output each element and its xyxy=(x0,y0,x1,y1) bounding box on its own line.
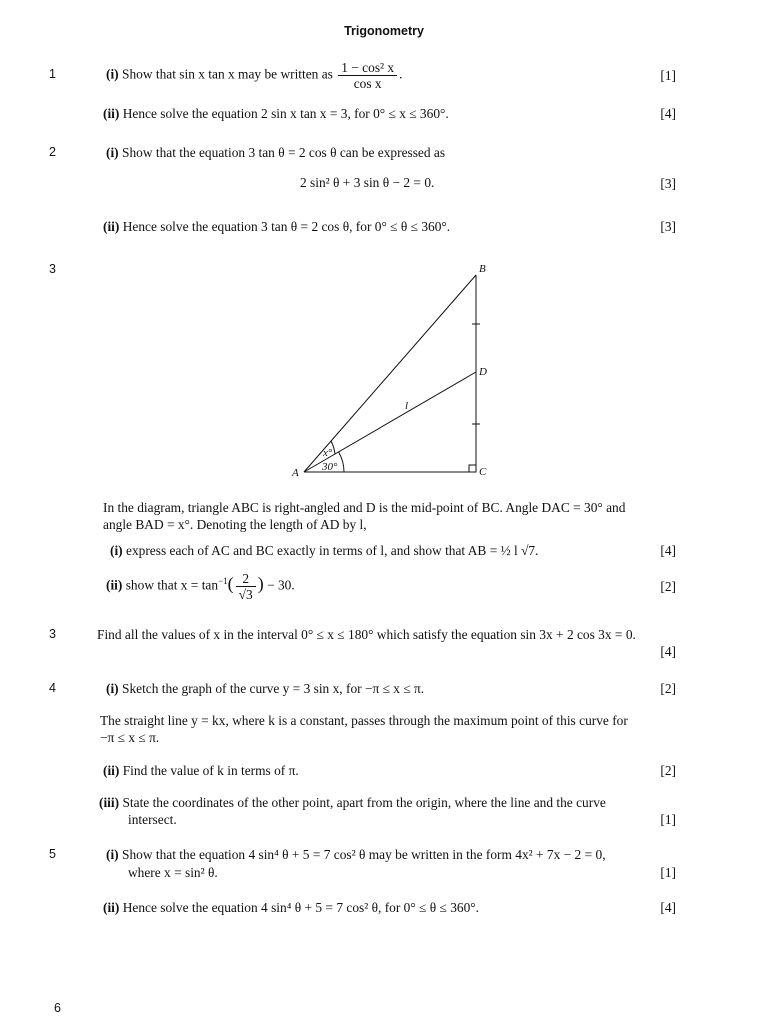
question-number: 1 xyxy=(49,67,56,81)
q3-part-ii: (ii) show that $x = \tan^{-1}$( $\frac{2}{√3}$ ) − 30. xyxy=(106,571,295,602)
part-label: (ii) xyxy=(103,219,120,234)
label-x: x° xyxy=(323,447,333,459)
q4-iii-text-line2: intersect. xyxy=(128,812,177,827)
fraction-numerator: 1 − cos² x xyxy=(338,60,397,76)
q4-ii-mark: [2] xyxy=(660,763,676,778)
q1-ii-mark: [4] xyxy=(660,106,676,121)
part-label: (i) xyxy=(106,66,119,82)
part-label: (i) xyxy=(106,847,119,862)
angle-arc-30 xyxy=(339,452,344,472)
question-number: 3 xyxy=(49,262,56,276)
q4-part-i xyxy=(106,681,424,697)
q4-iii-text-line1: State the coordinates of the other point, apart from the origin, where the line and the curve xyxy=(122,795,606,810)
part-label: (i) xyxy=(106,681,119,696)
q1-part-i: (i) Show that sin x tan x may be written as $\frac{\text{1 − cos² x}}{\text{cos x}}$ . xyxy=(106,60,403,91)
part-label: (i) xyxy=(106,145,119,160)
q3-i-mark: [4] xyxy=(660,543,676,558)
triangle-diagram xyxy=(0,0,768,490)
label-c: C xyxy=(479,466,487,478)
line-ab xyxy=(304,275,476,472)
label-b: B xyxy=(479,263,486,275)
q4-iii-mark: [1] xyxy=(660,812,676,827)
q2-ii-text: Hence solve the equation 3 tan θ = 2 cos θ, for 0° ≤ θ ≤ 360°. xyxy=(122,219,451,234)
q5-i-mark: [1] xyxy=(660,865,676,880)
q4-i-mark: [2] xyxy=(660,681,676,696)
q5-i-text-line2: where x = sin² θ. xyxy=(128,865,218,880)
page-number: 6 xyxy=(54,1001,61,1015)
q3-ii-text-b: − 30. xyxy=(267,577,295,593)
q3b-text: Find all the values of x in the interval 0° ≤ x ≤ 180° which satisfy the equation sin 3x + 2 cos 3x = 0. xyxy=(97,627,636,642)
q1-i-text: Show that sin x tan x may be written as xyxy=(122,66,333,82)
q4-part-ii xyxy=(103,763,299,779)
part-label: (ii) xyxy=(103,763,120,778)
q3-fraction xyxy=(236,571,256,602)
question-number: 3 xyxy=(49,627,56,641)
page-title: Trigonometry xyxy=(344,24,424,38)
q1-i-mark: [1] xyxy=(660,68,676,83)
question-number: 2 xyxy=(49,145,56,159)
q2-ii-mark: [3] xyxy=(660,219,676,234)
q5-part-ii xyxy=(103,900,479,916)
q3-intro-line1: In the diagram, triangle ABC is right-angled and D is the mid-point of BC. Angle DAC = 30° and xyxy=(103,500,626,515)
part-label: (iii) xyxy=(99,795,120,810)
question-number: 5 xyxy=(49,847,56,861)
q4-part-iii xyxy=(99,795,606,811)
q5-part-i xyxy=(106,847,606,863)
q5-i-text-line1: Show that the equation 4 sin⁴ θ + 5 = 7 cos² θ may be written in the form 4x² + 7x − 2 = 0, xyxy=(122,847,606,862)
q2-equation: 2 sin² θ + 3 sin θ − 2 = 0. xyxy=(300,175,435,190)
q1-ii-text: Hence solve the equation 2 sin x tan x = 3, for 0° ≤ x ≤ 360°. xyxy=(122,106,449,121)
label-a: A xyxy=(292,467,299,479)
q3-intro-line2: angle BAD = x°. Denoting the length of AD by l, xyxy=(103,517,367,532)
part-label: (ii) xyxy=(106,577,123,593)
q3-ii-mark: [2] xyxy=(660,579,676,594)
fraction-denominator: cos x xyxy=(353,76,382,91)
q5-ii-text: Hence solve the equation 4 sin⁴ θ + 5 = 7 cos² θ, for 0° ≤ θ ≤ 360°. xyxy=(122,900,479,915)
q4-i-text: Sketch the graph of the curve y = 3 sin x, for −π ≤ x ≤ π. xyxy=(122,681,425,696)
fraction-denominator: √3 xyxy=(238,587,253,602)
q3-ii-text-a: show that x = tan xyxy=(125,577,219,593)
q5-ii-mark: [4] xyxy=(660,900,676,915)
q4-ii-text: Find the value of k in terms of π. xyxy=(122,763,299,778)
label-30: 30° xyxy=(322,461,338,473)
part-label: (ii) xyxy=(103,900,120,915)
label-d: D xyxy=(479,366,487,378)
q2-i-text: Show that the equation 3 tan θ = 2 cos θ can be expressed as xyxy=(122,145,446,160)
label-l: l xyxy=(405,400,409,412)
inverse-superscript: −1 xyxy=(218,576,228,587)
q3-part-i xyxy=(110,543,538,559)
q4-stem-line2: −π ≤ x ≤ π. xyxy=(100,730,160,745)
part-label: (ii) xyxy=(103,106,120,121)
q3b-mark: [4] xyxy=(660,644,676,659)
part-label: (i) xyxy=(110,543,123,558)
q2-i-mark: [3] xyxy=(660,176,676,191)
fraction-numerator: 2 xyxy=(236,571,256,587)
q3-i-text: express each of AC and BC exactly in terms of l, and show that AB = ½ l √7. xyxy=(126,543,539,558)
question-number: 4 xyxy=(49,681,56,695)
q4-stem-line1: The straight line y = kx, where k is a constant, passes through the maximum point of this curve for xyxy=(100,713,628,728)
right-angle-marker xyxy=(469,465,476,472)
